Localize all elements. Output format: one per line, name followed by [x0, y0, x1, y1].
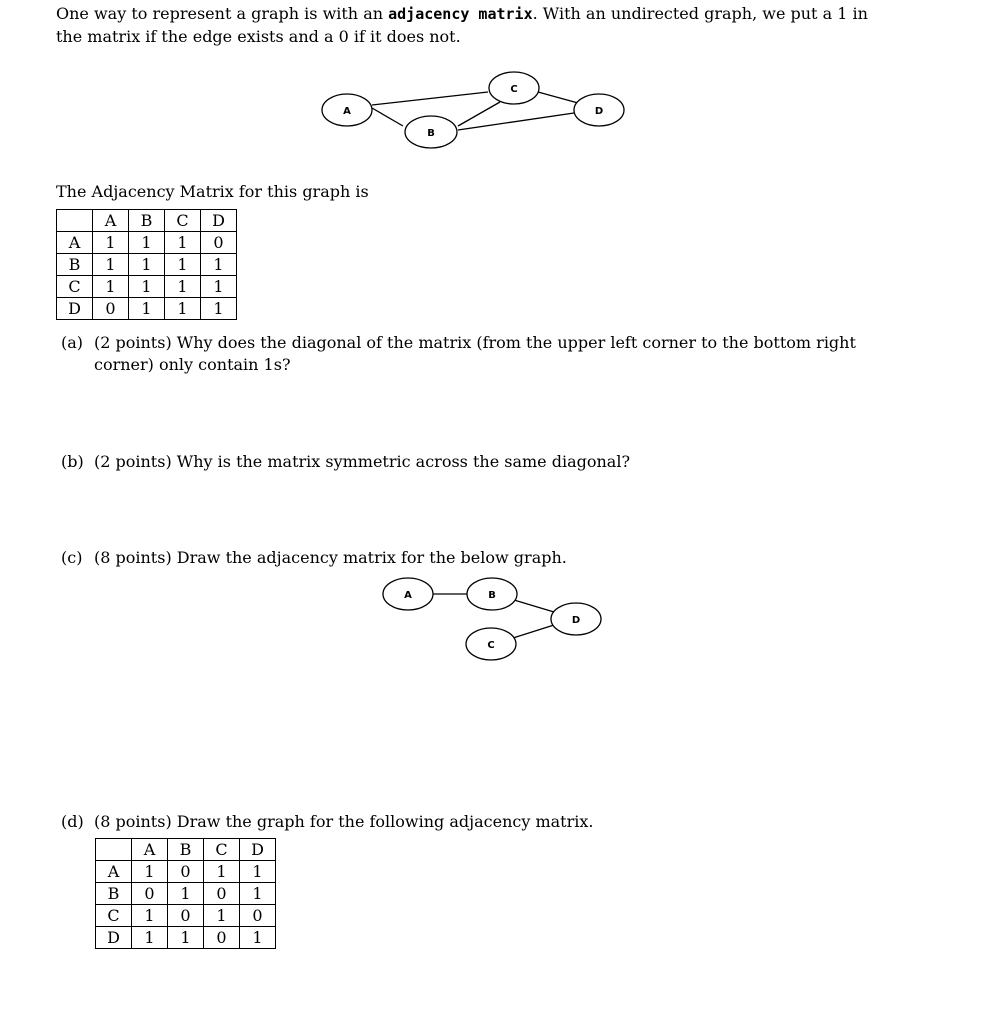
- matrix2-cell: 1: [132, 905, 168, 927]
- matrix1-cell: 1: [165, 232, 201, 254]
- matrix2-row: [96, 905, 276, 927]
- graph1-label-b: B: [427, 128, 435, 139]
- graph1-label-c: C: [510, 84, 518, 95]
- matrix2-col-header: B: [168, 839, 204, 861]
- graph1-edge-c-d: [538, 92, 578, 103]
- matrix2-row-header: C: [96, 905, 132, 927]
- question-c-text: (8 points) Draw the adjacency matrix for the below graph.: [94, 548, 567, 567]
- matrix2-cell: 0: [168, 905, 204, 927]
- matrix1-row: [57, 254, 237, 276]
- matrix1-cell: 1: [165, 254, 201, 276]
- graph-2: [0, 570, 985, 665]
- graph2-edge-b-d: [514, 600, 554, 612]
- graph2-label-b: B: [488, 590, 496, 601]
- graph1-label-d: D: [594, 106, 604, 117]
- matrix1-row-header: C: [57, 276, 93, 298]
- matrix2-col-header: C: [204, 839, 240, 861]
- matrix1-cell: 1: [93, 232, 129, 254]
- question-a-label: (a): [61, 333, 84, 352]
- matrix2-table: [95, 838, 276, 949]
- matrix1-cell: 1: [201, 276, 237, 298]
- intro-text-a: One way to represent a graph is with an: [56, 4, 389, 23]
- matrix1-row: [57, 232, 237, 254]
- matrix2-corner: [96, 839, 132, 861]
- matrix2-cell: 0: [204, 927, 240, 949]
- matrix2-cell: 1: [132, 927, 168, 949]
- matrix1-corner: [57, 210, 93, 232]
- matrix1-header-row: [57, 210, 237, 232]
- matrix1-col-header: D: [201, 210, 237, 232]
- matrix2-cell: 0: [132, 883, 168, 905]
- question-c-label: (c): [61, 548, 83, 567]
- matrix1-cell: 1: [165, 276, 201, 298]
- matrix2-cell: 0: [240, 905, 276, 927]
- graph2-edge-c-d: [513, 625, 554, 638]
- graph1-edge-a-b: [372, 108, 403, 126]
- question-a-line-1: (2 points) Why does the diagonal of the matrix (from the upper left corner to the bottom right: [94, 333, 856, 352]
- question-d-label: (d): [61, 812, 84, 831]
- matrix1-caption: The Adjacency Matrix for this graph is: [56, 182, 369, 201]
- graph1-edge-b-c: [458, 102, 500, 126]
- matrix2-cell: 0: [168, 861, 204, 883]
- matrix2-row-header: A: [96, 861, 132, 883]
- matrix2-header-row: [96, 839, 276, 861]
- matrix1-col-header: A: [93, 210, 129, 232]
- question-d-text: (8 points) Draw the graph for the following adjacency matrix.: [94, 812, 594, 831]
- matrix1-col-header: C: [165, 210, 201, 232]
- matrix1-cell: 1: [129, 298, 165, 320]
- matrix1-cell: 1: [129, 232, 165, 254]
- matrix1-cell: 1: [129, 254, 165, 276]
- matrix2-cell: 1: [240, 883, 276, 905]
- matrix2-row: [96, 861, 276, 883]
- matrix2-cell: 1: [168, 883, 204, 905]
- question-a-line-2: corner) only contain 1s?: [94, 355, 291, 374]
- matrix1-row-header: B: [57, 254, 93, 276]
- matrix2-cell: 0: [204, 883, 240, 905]
- matrix1-cell: 1: [201, 254, 237, 276]
- matrix1-cell: 1: [93, 276, 129, 298]
- matrix1-cell: 1: [129, 276, 165, 298]
- matrix2-row-header: B: [96, 883, 132, 905]
- question-b-text: (2 points) Why is the matrix symmetric across the same diagonal?: [94, 452, 631, 471]
- intro-term: adjacency matrix: [388, 5, 533, 23]
- graph2-label-d: D: [571, 615, 581, 626]
- matrix1-row: [57, 298, 237, 320]
- intro-line-2: the matrix if the edge exists and a 0 if it does not.: [56, 27, 461, 46]
- matrix1-cell: 0: [93, 298, 129, 320]
- matrix1-cell: 1: [201, 298, 237, 320]
- matrix1-row: [57, 276, 237, 298]
- matrix2-cell: 1: [204, 861, 240, 883]
- matrix1-row-header: D: [57, 298, 93, 320]
- matrix1-col-header: B: [129, 210, 165, 232]
- matrix2-cell: 1: [240, 861, 276, 883]
- matrix1-row-header: A: [57, 232, 93, 254]
- matrix2-cell: 1: [168, 927, 204, 949]
- matrix2-col-header: D: [240, 839, 276, 861]
- matrix1-cell: 1: [165, 298, 201, 320]
- graph2-label-a: A: [404, 590, 412, 601]
- matrix1-table: [56, 209, 237, 320]
- matrix2-row-header: D: [96, 927, 132, 949]
- matrix2-row: [96, 927, 276, 949]
- question-b-label: (b): [61, 452, 84, 471]
- graph1-label-a: A: [343, 106, 351, 117]
- matrix2-cell: 1: [204, 905, 240, 927]
- matrix2-col-header: A: [132, 839, 168, 861]
- graph-1: [0, 0, 985, 160]
- intro-text-b: . With an undirected graph, we put a 1 in: [532, 4, 868, 23]
- matrix1-cell: 0: [201, 232, 237, 254]
- matrix2-cell: 1: [132, 861, 168, 883]
- matrix1-cell: 1: [93, 254, 129, 276]
- graph2-label-c: C: [487, 640, 495, 651]
- matrix2-cell: 1: [240, 927, 276, 949]
- matrix2-row: [96, 883, 276, 905]
- graph1-edge-a-c: [372, 92, 488, 105]
